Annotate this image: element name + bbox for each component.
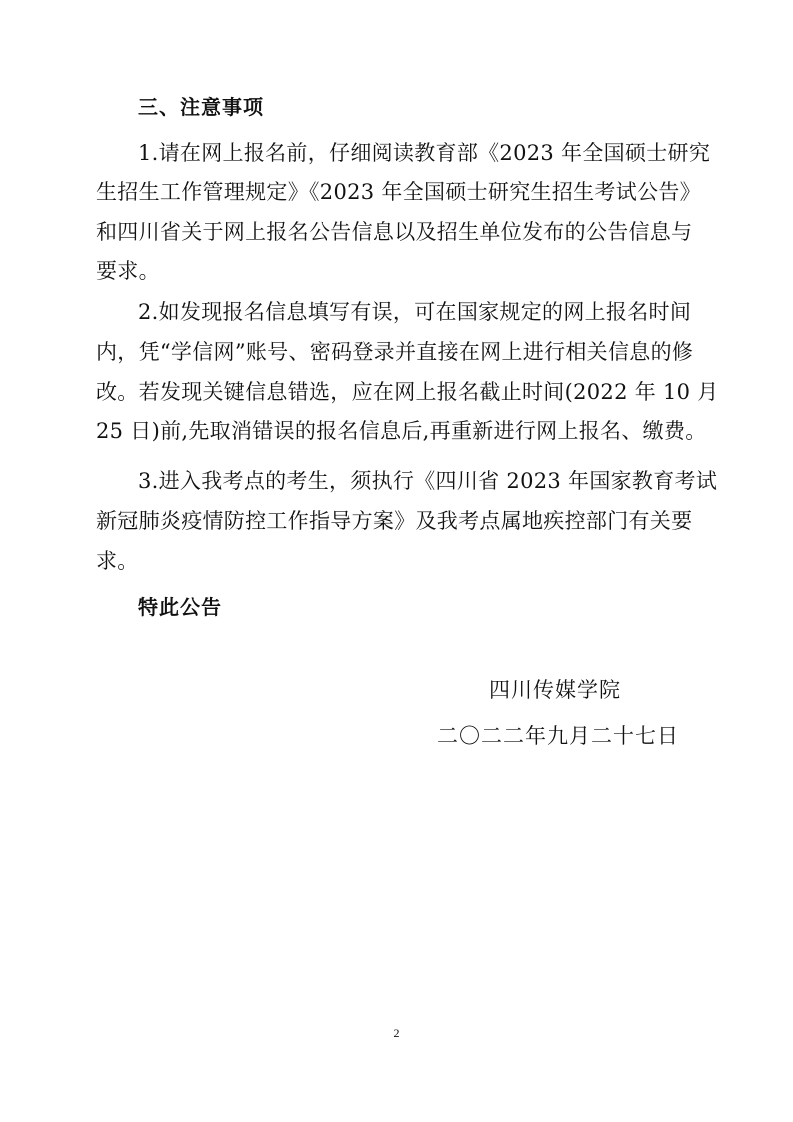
- closing-text: 特此公告: [138, 595, 222, 619]
- section-heading: 三、注意事项: [138, 95, 264, 119]
- item-1-line-4: 要求。: [96, 259, 160, 283]
- item-2-line-2: 内，凭“学信网”账号、密码登录并直接在网上进行相关信息的修: [96, 340, 694, 364]
- item-3-line-3: 求。: [96, 549, 139, 573]
- item-1-line-1: 1.请在网上报名前，仔细阅读教育部《2023 年全国硕士研究: [138, 141, 711, 165]
- page-number: 2: [393, 1026, 400, 1040]
- item-3-line-2: 新冠肺炎疫情防控工作指导方案》及我考点属地疾控部门有关要: [96, 509, 693, 533]
- signature-org: 四川传媒学院: [489, 678, 621, 702]
- item-1-line-3: 和四川省关于网上报名公告信息以及招生单位发布的公告信息与: [96, 220, 693, 244]
- item-3-line-1: 3.进入我考点的考生，须执行《四川省 2023 年国家教育考试: [138, 469, 718, 493]
- signature-date: 二〇二二年九月二十七日: [437, 724, 679, 748]
- item-2-line-4: 25 日)前,先取消错误的报名信息后,再重新进行网上报名、缴费。: [96, 419, 707, 443]
- item-2-line-3: 改。若发现关键信息错选，应在网上报名截止时间(2022 年 10 月: [96, 380, 719, 404]
- item-2-line-1: 2.如发现报名信息填写有误，可在国家规定的网上报名时间: [138, 300, 692, 324]
- item-1-line-2: 生招生工作管理规定》《2023 年全国硕士研究生招生考试公告》: [96, 180, 701, 204]
